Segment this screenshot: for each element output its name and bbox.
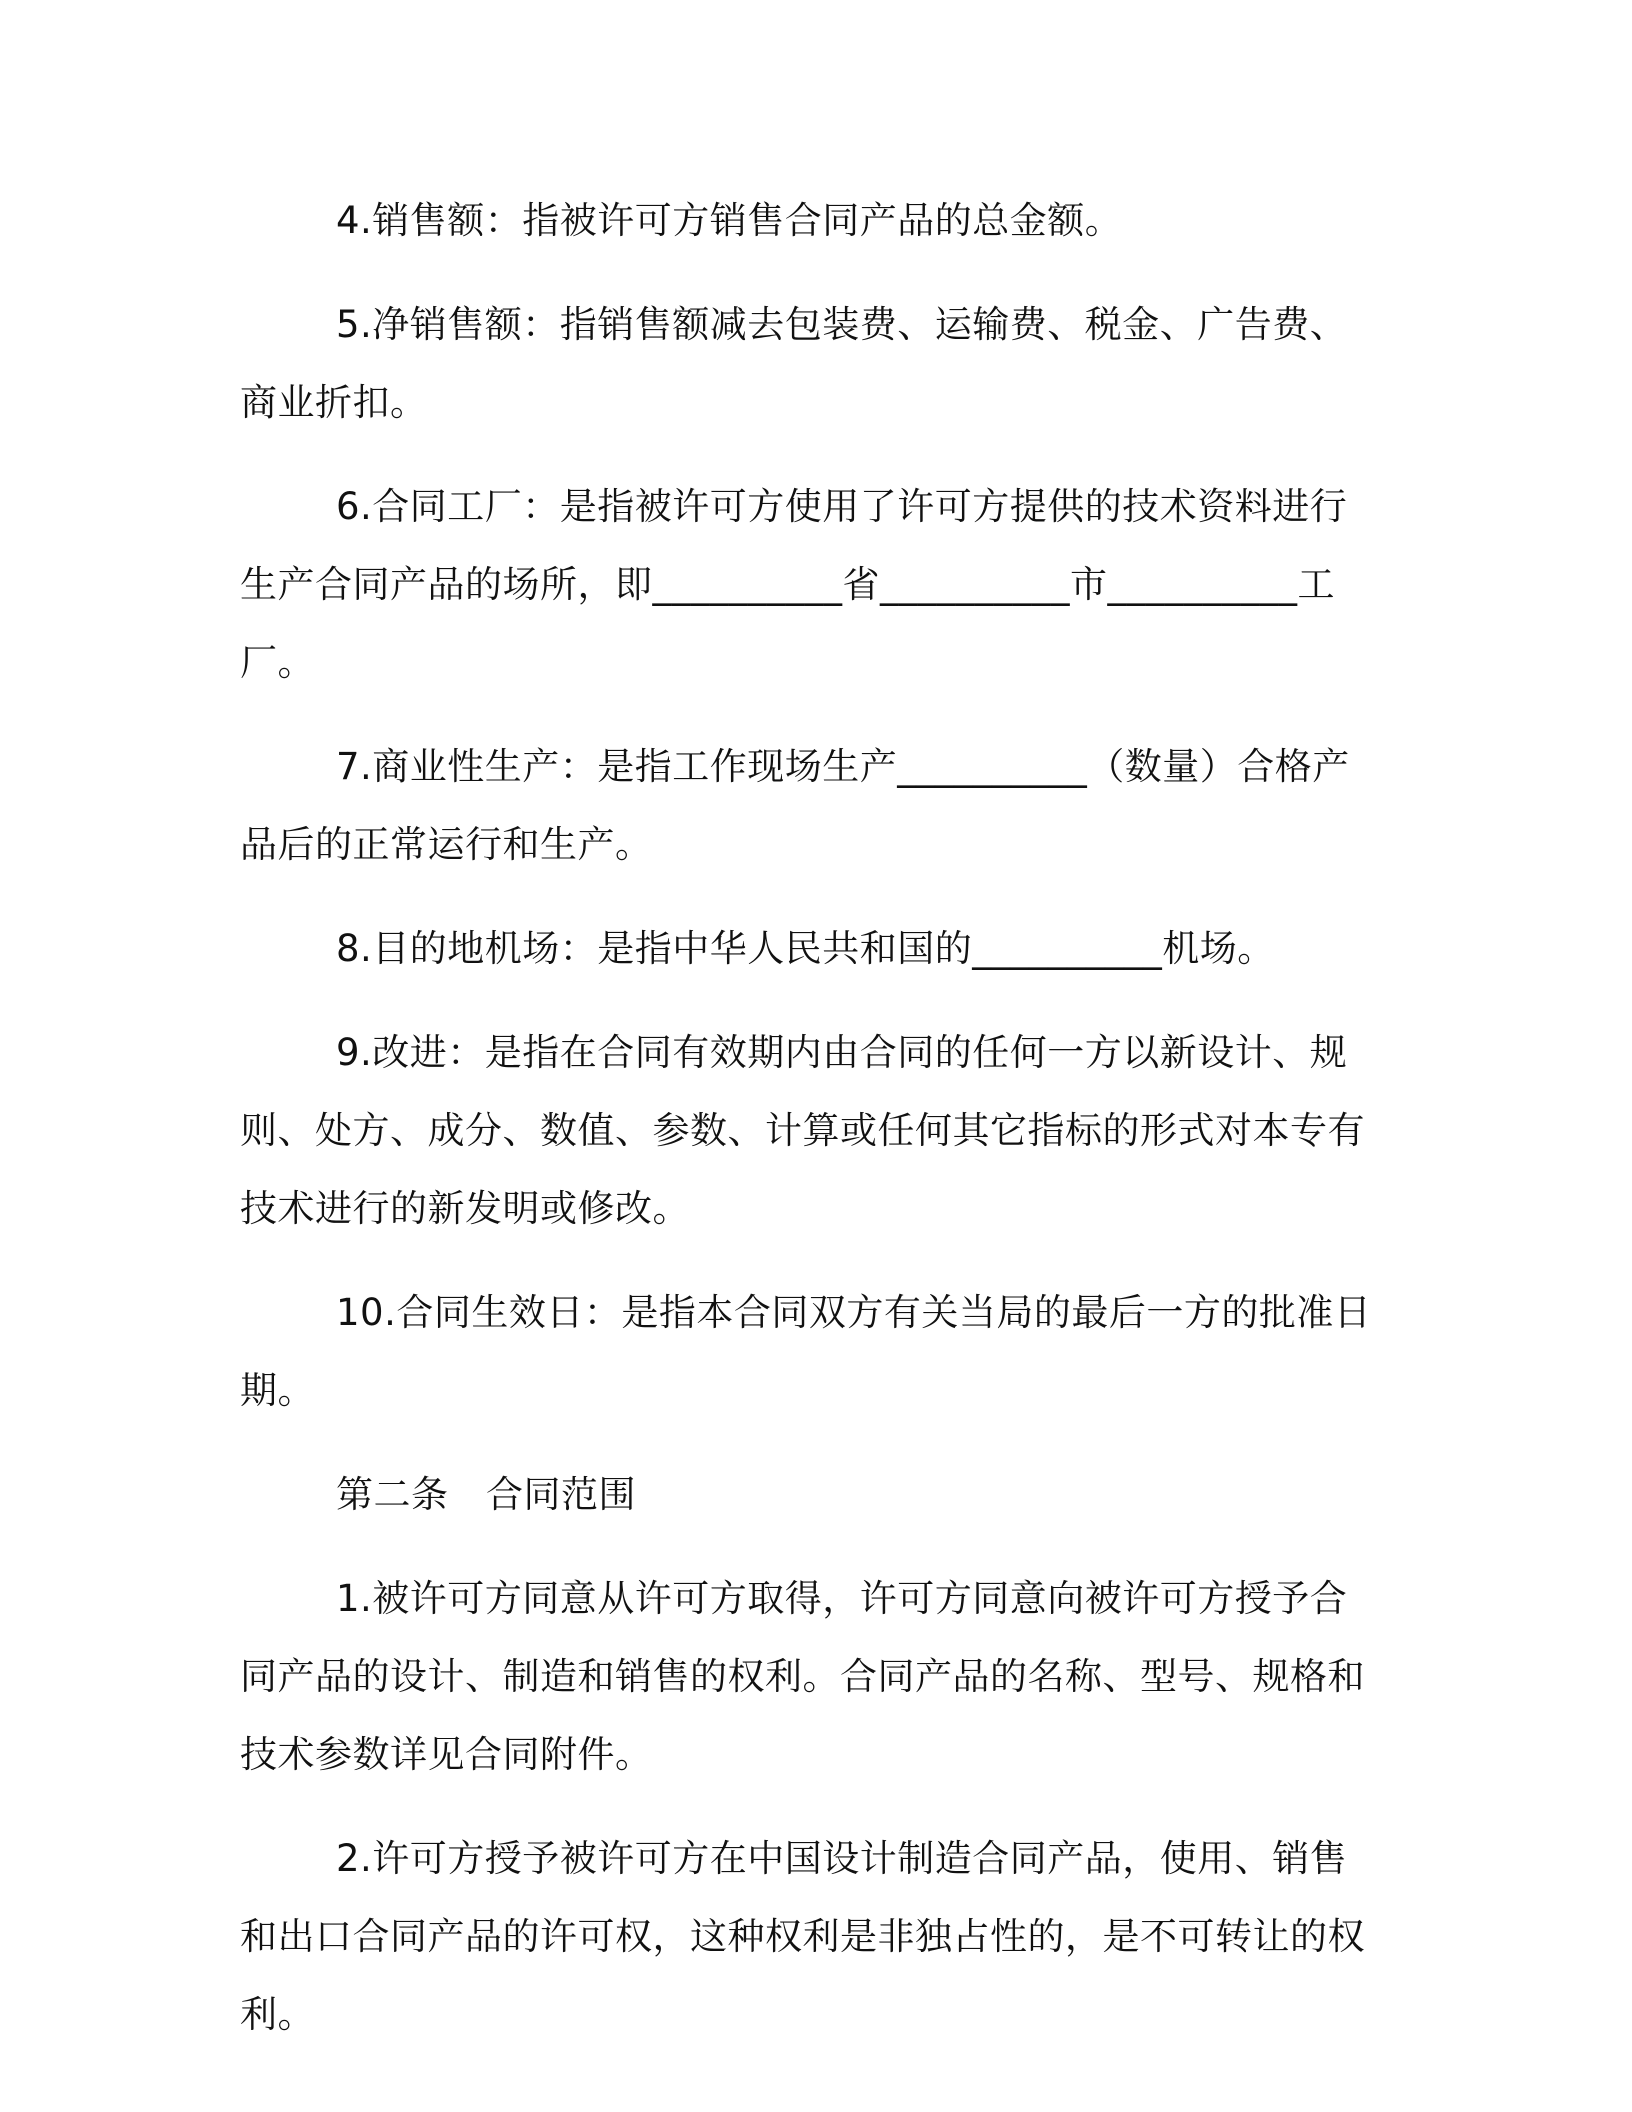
scope-clause-1: 1.被许可方同意从许可方取得，许可方同意向被许可方授予合同产品的设计、制造和销售的权利。合同产品的名称、型号、规格和技术参数详见合同附件。	[240, 1577, 1365, 1776]
definition-net-sales: 5.净销售额：指销售额减去包装费、运输费、税金、广告费、商业折扣。	[240, 303, 1348, 424]
definition-improvement: 9.改进：是指在合同有效期内由合同的任何一方以新设计、规则、处方、成分、数值、参数、计算或任何其它指标的形式对本专有技术进行的新发明或修改。	[240, 1031, 1365, 1230]
definition-sales-amount: 4.销售额：指被许可方销售合同产品的总金额。	[336, 199, 1123, 242]
document-body	[240, 182, 1380, 2054]
definition-destination-airport: 8.目的地机场：是指中华人民共和国的__________机场。	[336, 927, 1275, 970]
scope-clause-2: 2.许可方授予被许可方在中国设计制造合同产品，使用、销售和出口合同产品的许可权，这种权利是非独占性的，是不可转让的权利。	[240, 1837, 1365, 2036]
section-heading: 第二条 合同范围	[336, 1473, 636, 1516]
definition-effective-date: 10.合同生效日：是指本合同双方有关当局的最后一方的批准日期。	[240, 1291, 1372, 1412]
definition-contract-factory: 6.合同工厂：是指被许可方使用了许可方提供的技术资料进行生产合同产品的场所，即__________省__________市__________工厂。	[240, 485, 1348, 684]
definition-commercial-production: 7.商业性生产：是指工作现场生产__________（数量）合格产品后的正常运行和生产。	[240, 745, 1350, 866]
